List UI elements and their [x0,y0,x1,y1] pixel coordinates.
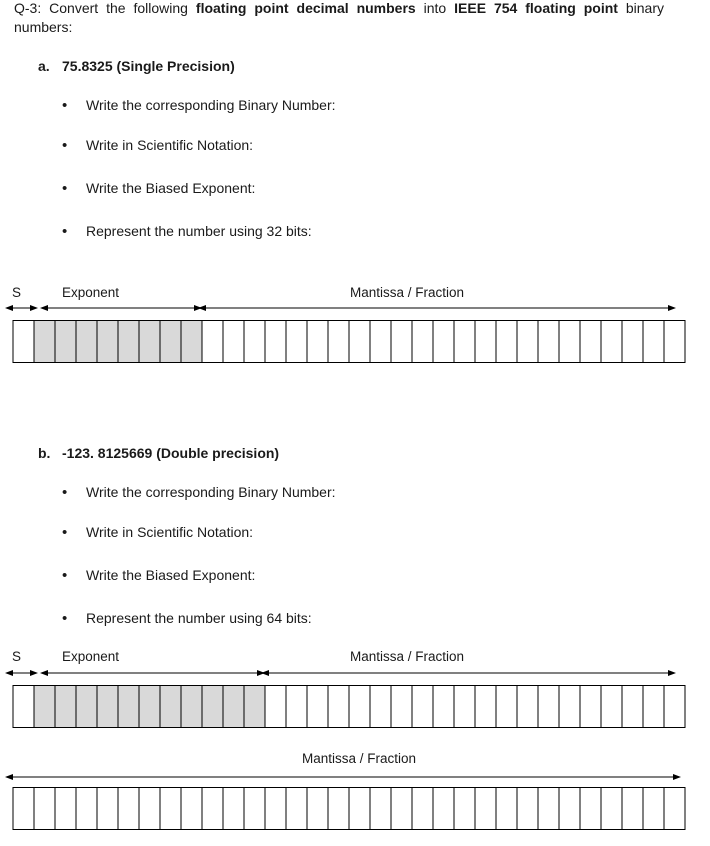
part-b-row1-mantissa-bit-cell [643,686,664,728]
part-b-row2-bit-cell [349,788,370,830]
part-b-row2-bit-cell [328,788,349,830]
part-b-row1-sign-bit-cell [13,686,34,728]
part-b-row2-mantissa-arrow [5,774,681,780]
part-a-mantissa-bit-cell [391,321,412,363]
part-b-row2-bit-cell [559,788,580,830]
part-b-sign-arrow [5,670,38,676]
part-b-row1-exponent-bit-cell [76,686,97,728]
part-b-sign-arrow-left-head [5,670,13,676]
part-b-row1-mantissa-bit-cell [538,686,559,728]
part-a-exponent-label: Exponent [62,285,120,300]
part-b-row1-mantissa-bit-cell [622,686,643,728]
part-a-exponent-bit-cell [160,321,181,363]
part-b-row2-bit-cell [118,788,139,830]
bullet-icon: • [62,180,68,197]
part-b-row1-exponent-bit-cell [118,686,139,728]
part-b-row1-mantissa-bit-cell [517,686,538,728]
part-b-row2-bit-cell [55,788,76,830]
bullet-icon: • [62,484,68,501]
bullet-icon: • [62,97,68,114]
part-b-row1-exponent-bit-cell [202,686,223,728]
part-b-title: -123. 8125669 (Double precision) [62,445,280,461]
part-b-mantissa-arrow-right-head [668,670,676,676]
part-a-sign-arrow [5,305,38,311]
part-a-mantissa-bit-cell [412,321,433,363]
part-a-mantissa-bit-cell [433,321,454,363]
part-a-mantissa-bit-cell [244,321,265,363]
part-a-bullet-1: • Write the corresponding Binary Number: [62,97,336,114]
part-a-mantissa-label: Mantissa / Fraction [350,285,465,300]
part-a-mantissa-bit-cell [328,321,349,363]
part-b-heading [38,445,279,461]
part-b-row1-exponent-bit-cell [223,686,244,728]
part-a-mantissa-bit-cell [286,321,307,363]
part-b-mantissa-arrow [261,670,676,676]
part-a-mantissa-bit-cell [223,321,244,363]
part-b-row2-bit-cell [223,788,244,830]
part-a-bullet-2: • Write in Scientific Notation: [62,137,254,154]
part-a-title: 75.8325 (Single Precision) [62,58,235,74]
part-b-bullet-2: • Write in Scientific Notation: [62,524,254,541]
part-a-exponent-bit-cell [118,321,139,363]
part-a-mantissa-bit-cell [202,321,223,363]
part-b-row1-mantissa-bit-cell [433,686,454,728]
part-a-mantissa-bit-cell [496,321,517,363]
part-a-bit-row [0,320,710,364]
part-b-row2-bit-cell [412,788,433,830]
part-a-mantissa-bit-cell [370,321,391,363]
part-b-row2-bit-cell [643,788,664,830]
part-a-exponent-bit-cell [34,321,55,363]
part-b-mantissa-label: Mantissa / Fraction [350,649,465,664]
part-b-row2-bit-cell [76,788,97,830]
part-b-row1-exponent-bit-cell [55,686,76,728]
part-b-row1-mantissa-bit-cell [307,686,328,728]
part-b-row1-mantissa-bit-cell [454,686,475,728]
part-b-mantissa-arrow-left-head [261,670,269,676]
part-b-exponent-arrow [40,670,265,676]
part-b-row1-exponent-bit-cell [97,686,118,728]
part-a-exponent-arrow [40,305,202,311]
part-b-row2-bit-cell [265,788,286,830]
bullet-icon: • [62,567,68,584]
part-b-row2-bit-cell [13,788,34,830]
part-a-field-arrows [0,300,710,316]
part-a-exponent-bit-cell [55,321,76,363]
part-a-sign-label: S [12,285,22,300]
part-a-mantissa-bit-cell [601,321,622,363]
part-b-bullet-1: • Write the corresponding Binary Number: [62,484,336,501]
part-a-mantissa-arrow-right-head [668,305,676,311]
part-a-mantissa-bit-cell [265,321,286,363]
part-b-field-arrows [0,665,710,681]
part-a-mantissa-bit-cell [307,321,328,363]
bullet-icon: • [62,524,68,541]
part-b-row1-mantissa-bit-cell [328,686,349,728]
part-b-row2-bit-cell [370,788,391,830]
bullet-icon: • [62,610,68,627]
part-b-row2-bit-cell [433,788,454,830]
part-b-row2-bit-cell [622,788,643,830]
question-bold-1: floating point decimal numbers [195,0,416,16]
part-b-row2-mantissa-arrow-right-head [673,774,681,780]
part-b-row1-mantissa-bit-cell [370,686,391,728]
part-a-label: a. [38,58,50,74]
part-b-row2-bit-cell [496,788,517,830]
part-b-row2-bit-cell [97,788,118,830]
part-b-row2-bit-cell [139,788,160,830]
part-b-row2-bit-cell [475,788,496,830]
part-b-row1-mantissa-bit-cell [265,686,286,728]
part-b-row2-label: Mantissa / Fraction [302,751,417,766]
part-b-sign-label: S [12,649,22,664]
part-a-mantissa-bit-cell [517,321,538,363]
part-a-exponent-bit-cell [76,321,97,363]
part-b-row1-mantissa-bit-cell [559,686,580,728]
part-a-mantissa-bit-cell [664,321,685,363]
part-b-row1-mantissa-bit-cell [664,686,685,728]
part-a-mantissa-bit-cell [643,321,664,363]
part-a-sign-bit-cell [13,321,34,363]
part-b-bit-row-1 [0,685,710,729]
part-b-row2-bit-cell [580,788,601,830]
part-b-row1-mantissa-bit-cell [580,686,601,728]
part-b-row1-exponent-bit-cell [244,686,265,728]
part-b-row2-arrow [0,769,710,785]
part-a-sign-arrow-right-head [30,305,38,311]
part-b-row2-bit-cell [538,788,559,830]
part-a-exponent-bit-cell [97,321,118,363]
part-a-sign-arrow-left-head [5,305,13,311]
part-a-exponent-bit-cell [139,321,160,363]
bullet-icon: • [62,223,68,240]
part-a-exponent-bit-cell [181,321,202,363]
part-a-bullet-4: • Represent the number using 32 bits: [62,223,312,240]
part-b-row2-bit-cell [202,788,223,830]
part-b-row1-mantissa-bit-cell [391,686,412,728]
part-b-row2-bit-cell [181,788,202,830]
part-b-row2-bit-cell [160,788,181,830]
part-b-exponent-label: Exponent [62,649,120,664]
part-a-mantissa-bit-cell [454,321,475,363]
part-b-row1-exponent-bit-cell [139,686,160,728]
part-b-row2-bit-cell [454,788,475,830]
part-b-row2-bit-cell [517,788,538,830]
part-b-bullet-4: • Represent the number using 64 bits: [62,610,312,627]
part-b-row2-bit-cell [307,788,328,830]
part-b-exponent-arrow-left-head [40,670,48,676]
part-a-mantissa-bit-cell [559,321,580,363]
part-a-heading [38,58,235,74]
part-b-row2-bit-cell [601,788,622,830]
part-b-row2-bit-cell [244,788,265,830]
part-b-row2-bit-cell [664,788,685,830]
part-b-row1-mantissa-bit-cell [286,686,307,728]
part-b-row1-mantissa-bit-cell [475,686,496,728]
part-b-label: b. [38,445,51,461]
part-a-mantissa-arrow-left-head [198,305,206,311]
part-b-row1-exponent-bit-cell [160,686,181,728]
part-a-bullet-3: • Write the Biased Exponent: [62,180,256,197]
part-b-row1-exponent-bit-cell [34,686,55,728]
part-a-mantissa-bit-cell [622,321,643,363]
question-bold-2: IEEE 754 floating point [454,0,618,16]
part-a-mantissa-bit-cell [538,321,559,363]
part-a-mantissa-arrow [198,305,676,311]
part-b-bullet-3: • Write the Biased Exponent: [62,567,256,584]
part-b-row1-exponent-bit-cell [181,686,202,728]
part-a-mantissa-bit-cell [580,321,601,363]
part-b-row2-bit-cell [34,788,55,830]
part-b-row1-mantissa-bit-cell [601,686,622,728]
part-b-row2-bit-cell [286,788,307,830]
part-a-mantissa-bit-cell [349,321,370,363]
part-a-mantissa-bit-cell [475,321,496,363]
part-b-row1-mantissa-bit-cell [496,686,517,728]
part-b-sign-arrow-right-head [30,670,38,676]
part-b-row1-mantissa-bit-cell [412,686,433,728]
part-b-row2-mantissa-arrow-left-head [5,774,13,780]
question-text: Q-3: Convert the following floating point decimal numbers into IEEE 754 floating point binary numbers: [14,0,664,35]
part-b-row1-mantissa-bit-cell [349,686,370,728]
part-b-row2-bit-cell [391,788,412,830]
part-b-bit-row-2 [0,787,710,831]
bullet-icon: • [62,137,68,154]
part-a-exponent-arrow-left-head [40,305,48,311]
